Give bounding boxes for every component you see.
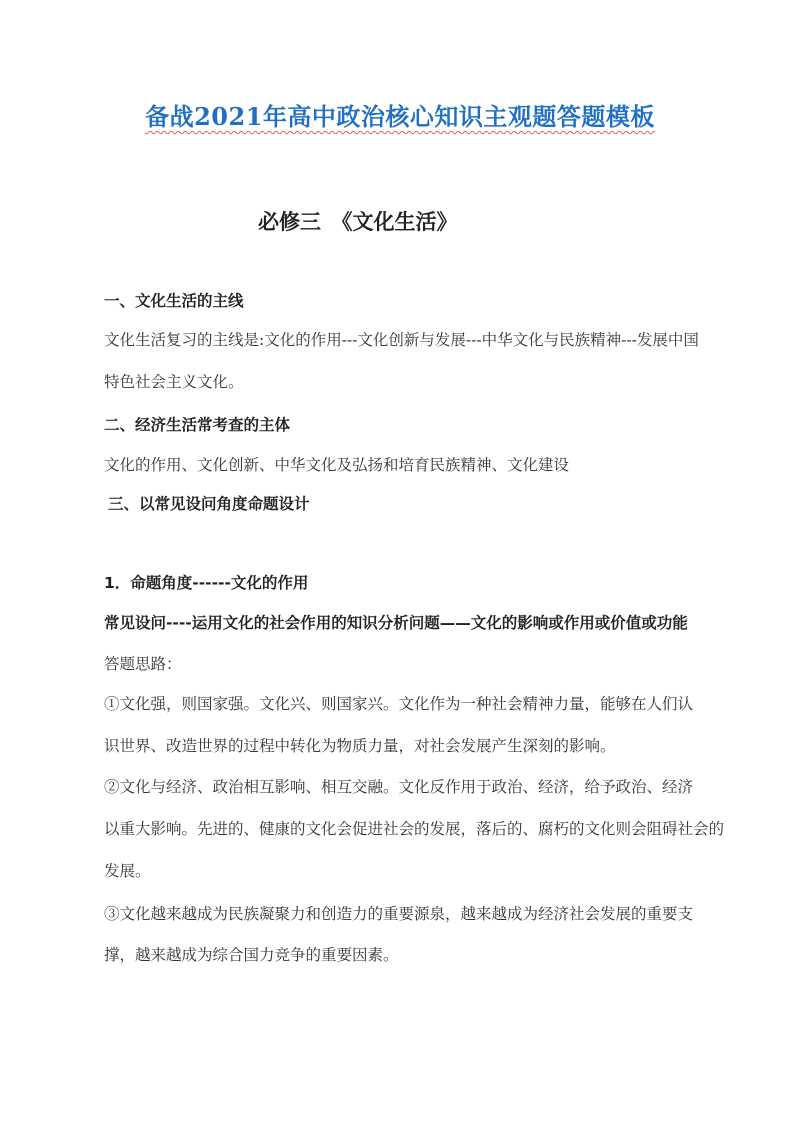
section-heading-main-line: 一、文化生活的主线 — [104, 292, 244, 310]
document-subtitle: 必修三 《文化生活》 — [258, 210, 458, 234]
answer-point-line: ①文化强，则国家强。文化兴、则国家兴。文化作为一种社会精神力量，能够在人们认 — [104, 695, 694, 713]
paragraph-line: 文化生活复习的主线是:文化的作用---文化创新与发展---中华文化与民族精神---发展中国 — [104, 331, 699, 349]
paragraph-line: 特色社会主义文化。 — [104, 373, 244, 391]
answer-point-line: 以重大影响。先进的、健康的文化会促进社会的发展，落后的、腐朽的文化则会阻碍社会的 — [104, 820, 725, 838]
topic-heading: 1．命题角度------文化的作用 — [104, 574, 309, 592]
answer-point-line: ②文化与经济、政治相互影响、相互交融。文化反作用于政治、经济，给予政治、经济 — [104, 778, 694, 796]
answer-point-line: 发展。 — [104, 862, 151, 880]
answer-point-line: 识世界、改造世界的过程中转化为物质力量，对社会发展产生深刻的影响。 — [104, 737, 616, 755]
answer-point-line: ③文化越来越成为民族凝聚力和创造力的重要源泉，越来越成为经济社会发展的重要支 — [104, 905, 694, 923]
paragraph-line: 文化的作用、文化创新、中华文化及弘扬和培育民族精神、文化建设 — [104, 456, 570, 474]
answer-point-line: 撑，越来越成为综合国力竞争的重要因素。 — [104, 946, 399, 964]
document-title — [0, 100, 800, 134]
approach-label: 答题思路： — [104, 655, 182, 673]
section-heading-question-design: 三、以常见设问角度命题设计 — [108, 495, 310, 513]
section-heading-subjects: 二、经济生活常考查的主体 — [104, 416, 291, 434]
document-title-text: 备战2021年高中政治核心知识主观题答题模板 — [145, 102, 655, 131]
topic-question: 常见设问----运用文化的社会作用的知识分析问题——文化的影响或作用或价值或功能 — [104, 614, 688, 632]
